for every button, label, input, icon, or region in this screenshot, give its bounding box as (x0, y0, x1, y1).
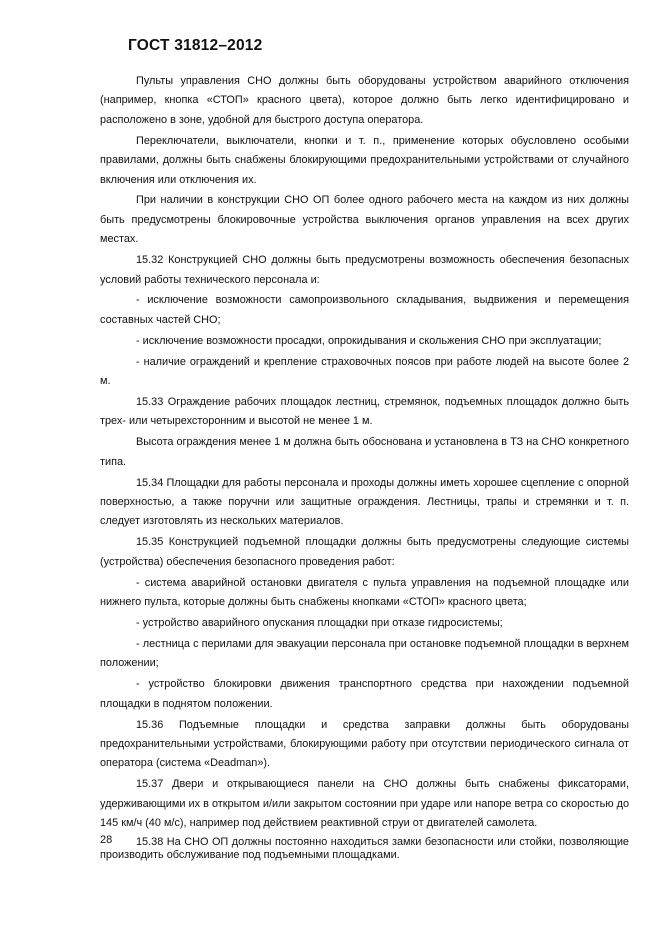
paragraph: - устройство блокировки движения транспортного средства при нахождении подъемной площадки в поднятом положении. (100, 678, 629, 710)
paragraph: - система аварийной остановки двигателя с пульта управления на подъемной площадке или нижнего пульта, которые должны быть снабжены кнопками «СТОП» красного цвета; (100, 576, 629, 609)
paragraph: - исключение возможности просадки, опрокидывания и скольжения СНО при эксплуатации; (136, 334, 602, 347)
paragraph: 15.35 Конструкцией подъемной площадки должны быть предусмотрены следующие системы (устройства) обеспечения безопасного проведения работ: (100, 536, 629, 568)
paragraph: Переключатели, выключатели, кнопки и т. п., применение которых обусловлено особыми правилами, должны быть снабжены блокирующими предохранительными устройствами от случайного включения или отключения их. (100, 134, 629, 186)
document-header-title: ГОСТ 31812–2012 (128, 37, 263, 54)
paragraph: 15.37 Двери и открывающиеся панели на СНО должны быть снабжены фиксаторами, удерживающими их в открытом и/или закрытом состоянии при ударе или напоре ветра со скоростью до 145 км/ч (40 м/с), например под действием реактивной струи от двигателей самолета. (100, 778, 629, 830)
paragraph: - исключение возможности самопроизвольного складывания, выдвижения и перемещения составных частей СНО; (100, 294, 629, 326)
paragraph: 15.38 На СНО ОП должны постоянно находиться замки безопасности или стойки, позволяющие производить обслуживание под подъемными площадками. (100, 836, 629, 862)
page-number: 28 (100, 834, 113, 846)
paragraph: 15.36 Подъемные площадки и средства заправки должны быть оборудованы предохранительными устройствами, блокирующими работу при отсутствии периодического сигнала от оператора (система «Deadman»). (100, 718, 629, 770)
paragraph: Пульты управления СНО должны быть оборудованы устройством аварийного отключения (например, кнопка «СТОП» красного цвета), которое должно быть легко идентифицировано и расположено в зоне, удобной для быстрого доступа оператора. (100, 75, 629, 126)
paragraph: При наличии в конструкции СНО ОП более одного рабочего места на каждом из них должны быть предусмотрены блокировочные устройства выключения органов управления на всех других местах. (100, 194, 629, 246)
paragraph: 15.33 Ограждение рабочих площадок лестниц, стремянок, подъемных площадок должно быть трех- или четырехсторонним и высотой не менее 1 м. (100, 396, 629, 428)
paragraph: - устройство аварийного опускания площадки при отказе гидросистемы; (136, 616, 503, 629)
paragraph: Высота ограждения менее 1 м должна быть обоснована и установлена в ТЗ на СНО конкретного типа. (100, 436, 629, 468)
document-body (100, 72, 629, 864)
paragraph: - наличие ограждений и крепление страховочных поясов при работе людей на высоте более 2 м. (100, 355, 629, 388)
paragraph: - лестница с перилами для эвакуации персонала при остановке подъемной площадки в верхнем положении; (100, 637, 629, 670)
paragraph: 15.34 Площадки для работы персонала и проходы должны иметь хорошее сцепление с опорной поверхностью, а также поручни или защитные ограждения. Лестницы, трапы и стремянки и т. п. следует изготовлять из нескольких материалов. (100, 476, 629, 528)
paragraph: 15.32 Конструкцией СНО должны быть предусмотрены возможность обеспечения безопасных условий работы технического персонала и: (100, 254, 629, 286)
